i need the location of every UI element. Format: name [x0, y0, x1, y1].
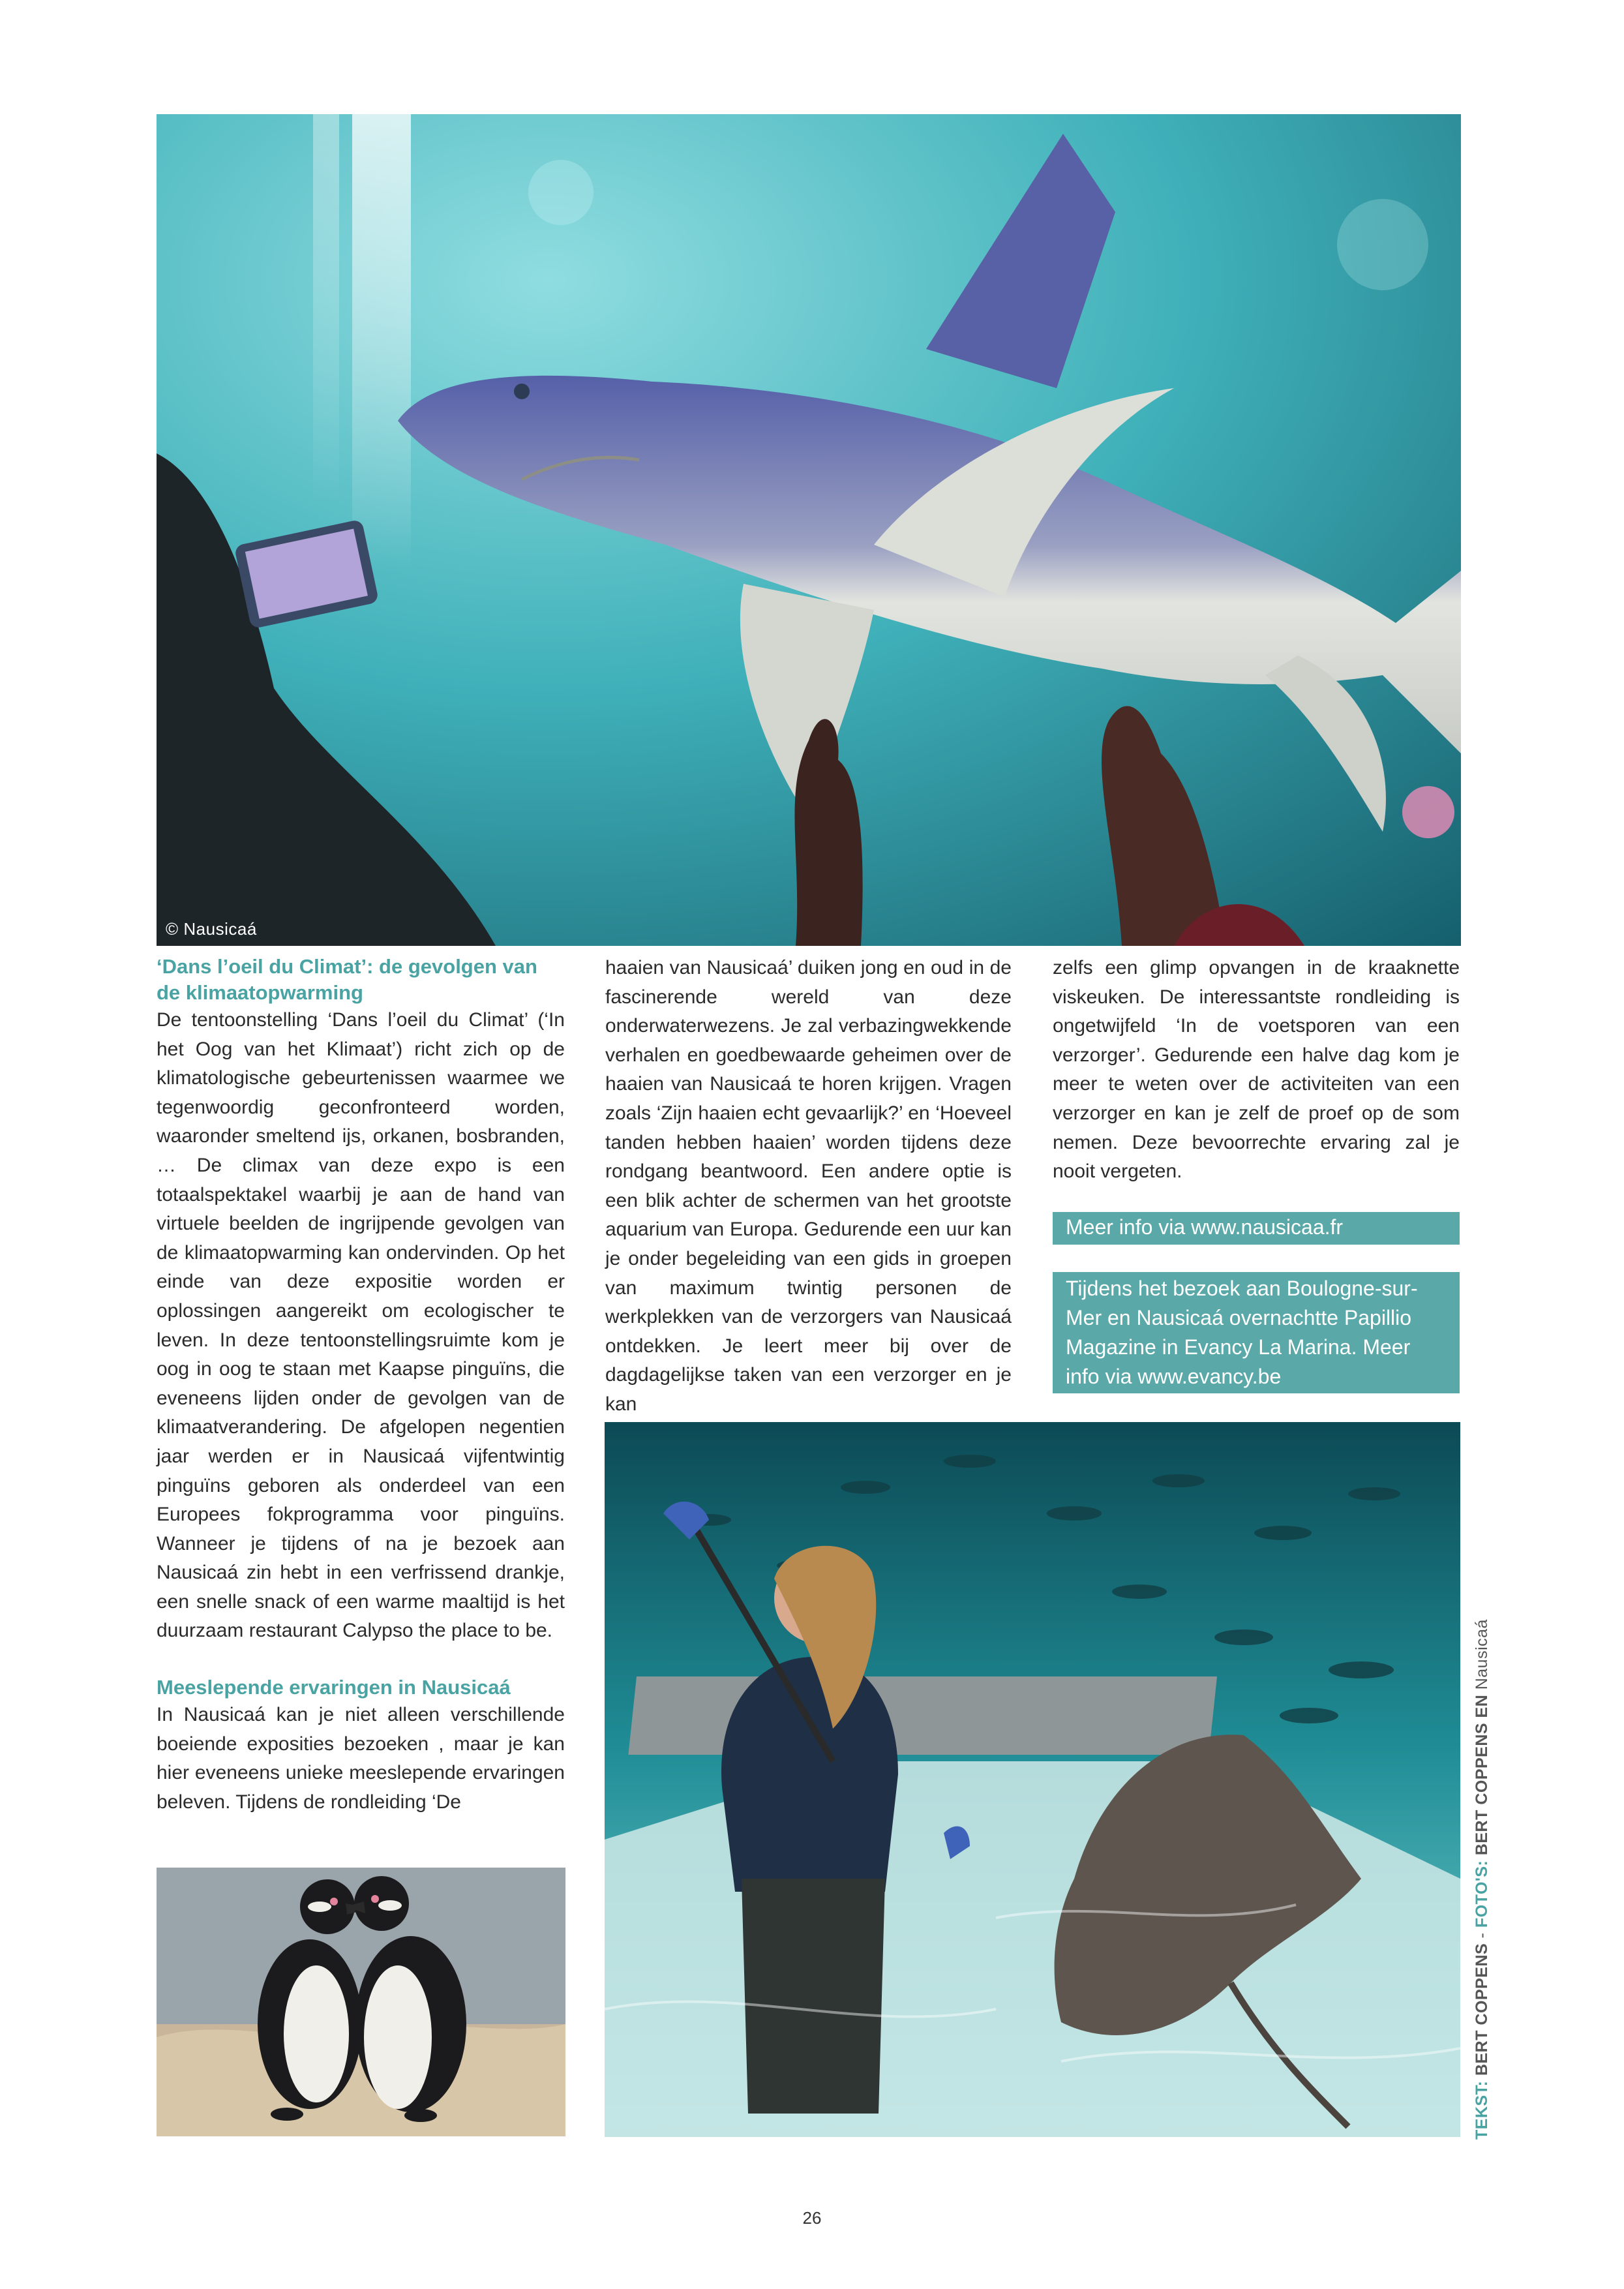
photo-text-credits: [1473, 1619, 1492, 2140]
paragraph-sharks-tour: haaien van Nausicaá’ duiken jong en oud in de fascinerende wereld van deze onderwaterwezens. Je zal verbazingwekkende verhalen en goedbewaarde geheimen over de haaien van Nausicaá te horen krijgen. Vragen zoals ‘Zijn haaien echt gevaarlijk?’ en ‘Hoeveel tanden hebben haaien’ worden tijdens deze rondgang beantwoord. Een andere optie is een blik achter de schermen van het grootste aquarium van Europa. Gedurende een uur kan je onder begeleiding van een gids in groepen van maximum twintig personen de werkplekken van de verzorgers van Nausicaá ontdekken. Je leert meer bij over de dagdagelijkse taken van een verzorger en je kan: [605, 957, 1012, 1415]
credits-photo-org: Nausicaá: [1473, 1619, 1491, 1690]
caretaker-stingray-illustration: [605, 1422, 1460, 2137]
info-box-nausicaa: Meer info via www.nausicaa.fr: [1053, 1212, 1460, 1245]
credits-separator: -: [1473, 1928, 1491, 1943]
paragraph-climate: De tentoonstelling ‘Dans l’oeil du Climat’ (‘In het Oog van het Klimaat’) richt zich op de klimatologische gebeurtenissen waarmee we tegenwoordig geconfronteerd worden, waaronder smeltend ijs, orkanen, bosbranden, … De climax van deze expo is een totaalspektakel waarbij je aan de hand van virtuele beelden de ingrijpende gevolgen van de klimaatopwarming kan ondervinden. Op het einde van deze expositie worden er oplossingen aangereikt om ecologischer te leven. In deze tentoonstellingsruimte kom je oog in oog te staan met Kaapse pinguïns, die eveneens lijden onder de gevolgen van de klimaatverandering. De afgelopen negentien jaar werden er in Nausicaá vijfentwintig pinguïns geboren als onderdeel van een Europees fokprogramma voor pinguïns. Wanneer je tijdens of na je bezoek aan Nausicaá zin hebt in een verfrissend drankje, een snelle snack of een warme maaltijd is het duurzaam restaurant Calypso the place to be.: [157, 1009, 565, 1642]
paragraph-experiences: In Nausicaá kan je niet alleen verschillende boeiende exposities bezoeken , maar je kan hier eveneens unieke meeslepende ervaringen beleven. Tijdens de rondleiding ‘De: [157, 1704, 565, 1813]
credits-text-name: BERT COPPENS: [1473, 1943, 1491, 2076]
column-1: [157, 954, 565, 1817]
photo-credit: © Nausicaá: [166, 919, 257, 939]
paragraph-caretaker-tour: zelfs een glimp opvangen in de kraaknette viskeuken. De interessantste rondleiding is ongetwijfeld ‘In de voetsporen van een verzorger’. Gedurende een halve dag kom je meer te weten over de activiteiten van een verzorger en kan je zelf de proef op de som nemen. Deze bevoorrechte ervaring zal je nooit vergeten.: [1053, 957, 1460, 1183]
shark-aquarium-illustration: [157, 114, 1461, 946]
penguins-illustration: [157, 1868, 565, 2136]
credits-photo-name: BERT COPPENS EN: [1473, 1694, 1491, 1856]
column-2: [605, 954, 1012, 1419]
column-3: [1053, 954, 1460, 1187]
info-box-evancy: Tijdens het bezoek aan Boulogne-sur-Mer en Nausicaá overnachtte Papillio Magazine in Evancy La Marina. Meer info via www.evancy.be: [1053, 1272, 1460, 1393]
credits-photo-label: FOTO'S:: [1473, 1860, 1491, 1928]
page-number: 26: [802, 2208, 822, 2228]
section-heading-climate: ‘Dans l’oeil du Climat’: de gevolgen van de klimaatopwarming: [157, 955, 537, 1004]
credits-text-label: TEKST:: [1473, 2080, 1491, 2140]
section-heading-experiences: Meeslepende ervaringen in Nausicaá: [157, 1676, 511, 1699]
caretaker-stingray-photo: [605, 1422, 1460, 2137]
penguins-photo: [157, 1868, 565, 2136]
hero-shark-photo: [157, 114, 1461, 946]
